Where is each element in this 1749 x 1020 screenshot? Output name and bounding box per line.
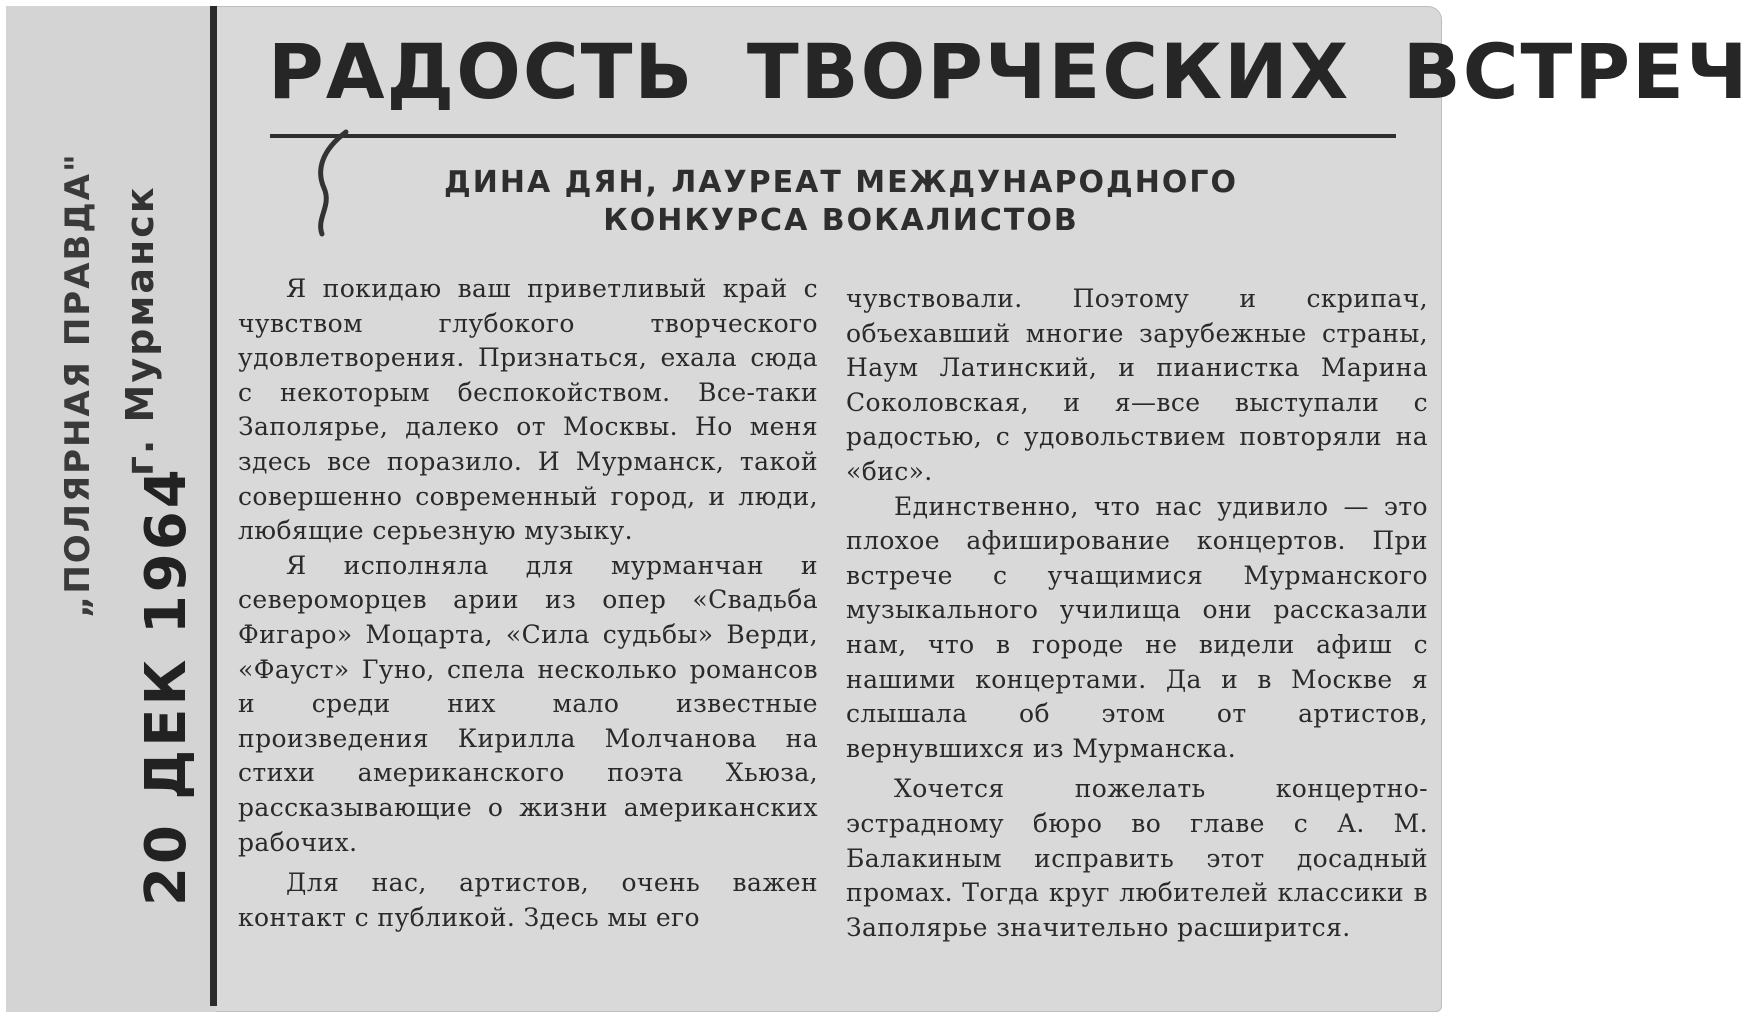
- paragraph: Для нас, артистов, очень важен контакт с публикой. Здесь мы его: [238, 868, 818, 932]
- article-subtitle: [426, 164, 1256, 240]
- column-divider: [210, 6, 217, 1006]
- paragraph: Я покидаю ваш приветливый край с чувством глубокого творческого удовлетворения. Признаться, ехала сюда с некоторым беспокойством. Все-таки Заполярье, далеко от Москвы. Но меня здесь все поразило. И Мурманск, такой совершенно современный город, и люди, любящие серьезную музыку.: [238, 274, 818, 546]
- subtitle-line-1: ДИНА ДЯН, ЛАУРЕАТ МЕЖДУНАРОДНОГО: [444, 165, 1238, 200]
- newspaper-name: „ПОЛЯРНАЯ ПРАВДА": [58, 152, 98, 618]
- date-stamp: 20 ДЕК 1964: [134, 466, 199, 906]
- article-headline: РАДОСТЬ ТВОРЧЕСКИХ ВСТРЕЧ: [268, 27, 1749, 116]
- article-column-left: [238, 272, 818, 935]
- subtitle-line-2: КОНКУРСА ВОКАЛИСТОВ: [603, 203, 1079, 238]
- headline-rule: [270, 134, 1396, 138]
- paragraph: Хочется пожелать концертно-эстрадному бюро во главе с А. М. Балакиным исправить этот досадный промах. Тогда круг любителей классики в Заполярье значительно расширится.: [846, 774, 1428, 942]
- article-column-right: [846, 282, 1428, 945]
- paragraph: чувствовали. Поэтому и скрипач, объехавший многие зарубежные страны, Наум Латинский, и пианистка Марина Соколовская, и я—все выступали с радостью, с удовольствием повторяли на «бис».: [846, 284, 1428, 486]
- city-stamp: г. Мурманск: [118, 185, 162, 476]
- newspaper-clipping: [6, 6, 1749, 1012]
- pencil-mark: [302, 126, 362, 238]
- paragraph: Единственно, что нас удивило — это плохое афиширование концертов. При встрече с учащимися Мурманского музыкального училища они рассказали нам, что в городе не видели афиш с нашими концертами. Да и в Москве я слышала об этом от артистов, вернувшихся из Мурманска.: [846, 491, 1428, 763]
- paragraph: Я исполняла для мурманчан и североморцев арии из опер «Свадьба Фигаро» Моцарта, «Сила судьбы» Верди, «Фауст» Гуно, спела несколько романсов и среди них мало известные произведения Кирилла Молчанова на стихи американского поэта Хьюза, рассказывающие о жизни американских рабочих.: [238, 550, 818, 857]
